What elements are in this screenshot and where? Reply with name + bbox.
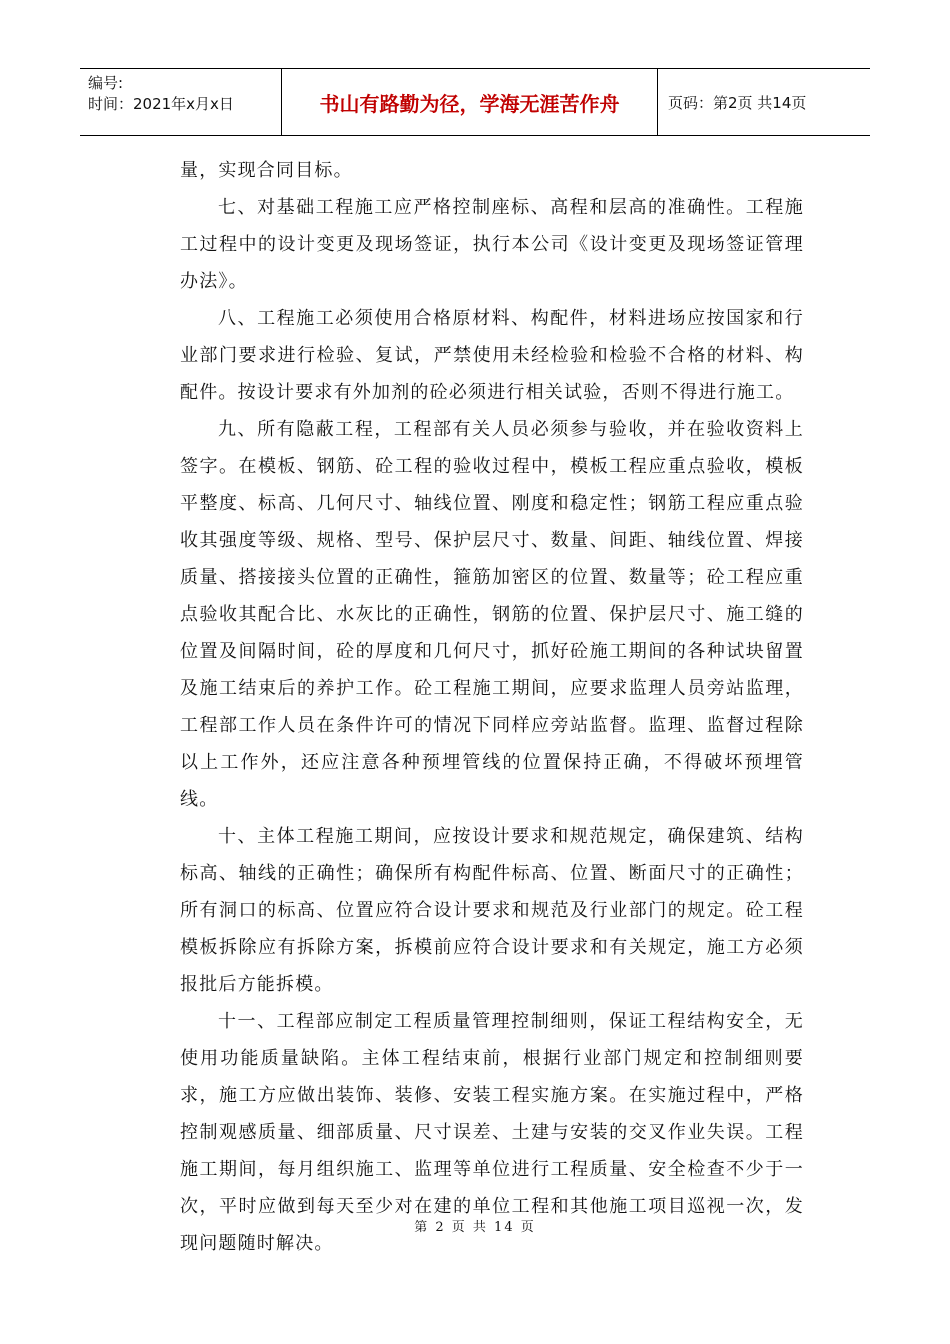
page-header xyxy=(80,68,870,136)
page-footer: 第 2 页 共 14 页 xyxy=(414,1220,536,1235)
paragraph: 量，实现合同目标。 xyxy=(180,160,353,181)
paragraph: 七、对基础工程施工应严格控制座标、高程和层高的准确性。工程施工过程中的设计变更及现场签证，执行本公司《设计变更及现场签证管理办法》。 xyxy=(180,197,804,292)
header-motto: 书山有路勤为径，学海无涯苦作舟 xyxy=(282,69,658,135)
time-label: 时间：2021年x月x日 xyxy=(88,95,234,113)
header-meta xyxy=(80,69,282,135)
paragraph: 八、工程施工必须使用合格原材料、构配件，材料进场应按国家和行业部门要求进行检验、复试，严禁使用未经检验和检验不合格的材料、构配件。按设计要求有外加剂的砼必须进行相关试验，否则不得进行施工。 xyxy=(180,308,804,403)
paragraph: 十一、工程部应制定工程质量管理控制细则，保证工程结构安全，无使用功能质量缺陷。主体工程结束前，根据行业部门规定和控制细则要求，施工方应做出装饰、装修、安装工程实施方案。在实施过程中，严格控制观感质量、细部质量、尺寸误差、土建与安装的交叉作业失误。工程施工期间，每月组织施工、监理等单位进行工程质量、安全检查不少于一次，平时应做到每天至少对在建的单位工程和其他施工项目巡视一次，发现问题随时解决。 xyxy=(180,1011,804,1254)
document-body xyxy=(180,152,804,1262)
paragraph: 九、所有隐蔽工程，工程部有关人员必须参与验收，并在验收资料上签字。在模板、钢筋、砼工程的验收过程中，模板工程应重点验收，模板平整度、标高、几何尺寸、轴线位置、刚度和稳定性；钢筋工程应重点验收其强度等级、规格、型号、保护层尺寸、数量、间距、轴线位置、焊接质量、搭接接头位置的正确性，箍筋加密区的位置、数量等；砼工程应重点验收其配合比、水灰比的正确性，钢筋的位置、保护层尺寸、施工缝的位置及间隔时间，砼的厚度和几何尺寸，抓好砼施工期间的各种试块留置及施工结束后的养护工作。砼工程施工期间，应要求监理人员旁站监理，工程部工作人员在条件许可的情况下同样应旁站监督。监理、监督过程除以上工作外，还应注意各种预埋管线的位置保持正确，不得破坏预埋管线。 xyxy=(180,419,804,810)
paragraph: 十、主体工程施工期间，应按设计要求和规范规定，确保建筑、结构标高、轴线的正确性；确保所有构配件标高、位置、断面尺寸的正确性；所有洞口的标高、位置应符合设计要求和规范及行业部门的规定。砼工程模板拆除应有拆除方案，拆模前应符合设计要求和有关规定，施工方必须报批后方能拆模。 xyxy=(180,826,804,995)
serial-label: 编号: xyxy=(88,74,124,92)
header-page-info: 页码：第2页 共14页 xyxy=(668,93,807,112)
